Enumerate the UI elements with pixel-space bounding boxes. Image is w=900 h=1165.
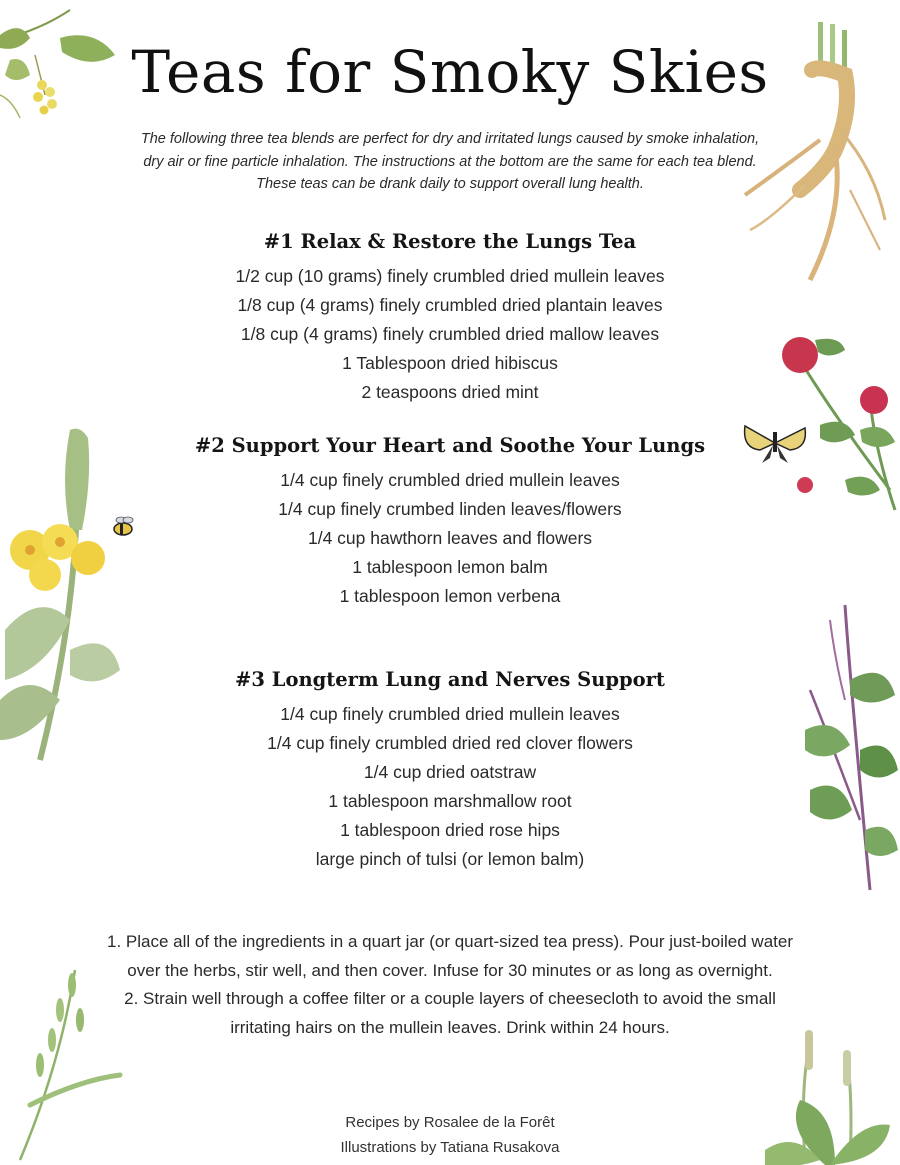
ingredient-item: 1 tablespoon marshmallow root bbox=[328, 791, 572, 811]
tea-blend-1 bbox=[150, 228, 750, 407]
ingredient-item: 1/4 cup finely crumbled dried mullein leaves bbox=[280, 704, 620, 724]
instruction-step: 2. Strain well through a coffee filter or a couple layers of cheesecloth to avoid the small irritating hairs on the mullein leaves. Drink within 24 hours. bbox=[124, 989, 776, 1037]
intro-line: dry air or fine particle inhalation. The instructions at the bottom are the same for each tea blend. bbox=[143, 153, 757, 170]
ingredient-list bbox=[150, 466, 750, 611]
illustrations-credit: Illustrations by Tatiana Rusakova bbox=[340, 1139, 560, 1156]
blend-heading: #2 Support Your Heart and Soothe Your Lungs bbox=[194, 434, 706, 457]
blend-heading: #3 Longterm Lung and Nerves Support bbox=[235, 668, 665, 691]
tulsi-illustration bbox=[790, 600, 900, 900]
ingredient-item: 1 tablespoon lemon balm bbox=[352, 557, 548, 577]
intro-paragraph bbox=[95, 128, 805, 196]
ingredient-item: 1/8 cup (4 grams) finely crumbled dried mallow leaves bbox=[240, 324, 660, 344]
ingredient-item: 1/4 cup finely crumbed linden leaves/flowers bbox=[278, 499, 622, 519]
mullein-illustration bbox=[0, 420, 130, 770]
ingredient-item: 2 teaspoons dried mint bbox=[361, 382, 539, 402]
tea-blend-2 bbox=[150, 432, 750, 611]
bumblebee-illustration bbox=[108, 515, 138, 541]
ingredient-item: 1/4 cup finely crumbled dried red clover flowers bbox=[267, 733, 633, 753]
ingredient-item: 1/4 cup hawthorn leaves and flowers bbox=[307, 528, 593, 548]
ingredient-item: 1/2 cup (10 grams) finely crumbled dried mullein leaves bbox=[235, 266, 665, 286]
ingredient-item: 1/8 cup (4 grams) finely crumbled dried plantain leaves bbox=[237, 295, 663, 315]
swallowtail-butterfly-illustration bbox=[740, 418, 810, 468]
intro-line: The following three tea blends are perfect for dry and irritated lungs caused by smoke inhalation, bbox=[140, 131, 760, 147]
page-title: Teas for Smoky Skies bbox=[131, 38, 769, 106]
ingredient-item: 1 Tablespoon dried hibiscus bbox=[342, 353, 558, 373]
brewing-instructions bbox=[100, 928, 800, 1042]
ingredient-list bbox=[150, 700, 750, 874]
tea-blend-3 bbox=[150, 666, 750, 874]
blend-heading: #1 Relax & Restore the Lungs Tea bbox=[263, 230, 637, 253]
instruction-step: 1. Place all of the ingredients in a quart jar (or quart-sized tea press). Pour just-boiled water over the herbs, stir well, and then cover. Infuse for 30 minutes or as long as overnight. bbox=[106, 932, 793, 980]
ingredient-item: 1/4 cup dried oatstraw bbox=[363, 762, 537, 782]
ingredient-item: large pinch of tulsi (or lemon balm) bbox=[315, 849, 585, 869]
ingredient-item: 1 tablespoon lemon verbena bbox=[339, 586, 561, 606]
recipes-credit: Recipes by Rosalee de la Forêt bbox=[345, 1114, 555, 1131]
intro-line: These teas can be drank daily to support overall lung health. bbox=[256, 176, 644, 192]
ingredient-list bbox=[150, 262, 750, 407]
credits bbox=[0, 1110, 900, 1160]
ingredient-item: 1 tablespoon dried rose hips bbox=[340, 820, 560, 840]
ingredient-item: 1/4 cup finely crumbled dried mullein leaves bbox=[280, 470, 620, 490]
